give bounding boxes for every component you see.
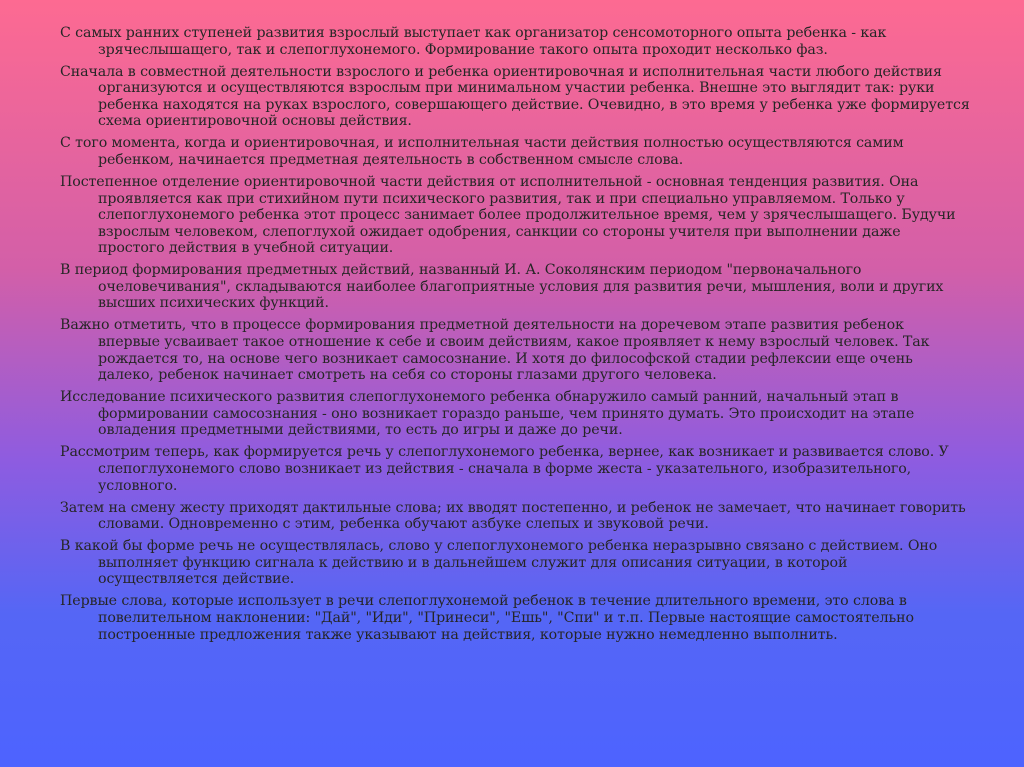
paragraph-5: В период формирования предметных действий, названный И. А. Соколянским периодом "первоначального очеловечивания", складываются наиболее благоприятные условия для развития речи, мышления, воли и других высших психических функций. (60, 262, 944, 312)
paragraph-11: Первые слова, которые использует в речи слепоглухонемой ребенок в течение длительного времени, это слова в повелительном наклонении: "Дай", "Иди", "Принеси", "Ешь", "Спи" и т.п. Первые настоящие самостоятельно построенные предложения также указывают на действия, которые нужно немедленно выполнить. (60, 593, 914, 643)
paragraph-9: Затем на смену жесту приходят дактильные слова; их вводят постепенно, и ребенок не замечает, что начинает говорить словами. Одновременно с этим, ребенка обучают азбуке слепых и звуковой речи. (60, 499, 966, 533)
paragraph-7: Исследование психического развития слепоглухонемого ребенка обнаружило самый ранний, начальный этап в формировании самосознания - оно возникает гораздо раньше, чем принято думать. Это происходит на этапе овладения предметными действиями, то есть до игры и даже до речи. (60, 389, 915, 439)
paragraph-6: Важно отметить, что в процессе формирования предметной деятельности на доречевом этапе развития ребенок впервые усваивает такое отношение к себе и своим действиям, какое проявляет к нему взрослый человек. Так рождается то, на основе чего возникает самосознание. И хотя до философской стадии рефлексии еще очень далеко, ребенок начинает смотреть на себя со стороны глазами другого человека. (60, 317, 930, 384)
paragraph-4: Постепенное отделение ориентировочной части действия от исполнительной - основная тенденция развития. Она проявляется как при стихийном пути психического развития, так и при специально управляемом. Только у слепоглухонемого ребенка этот процесс занимает более продолжительное время, чем у зрячеслышащего. Будучи взрослым человеком, слепоглухой ожидает одобрения, санкции со стороны учителя при выполнении даже простого действия в учебной ситуации. (60, 173, 956, 257)
paragraph-3: С того момента, когда и ориентировочная, и исполнительная части действия полностью осуществляются самим ребенком, начинается предметная деятельность в собственном смысле слова. (60, 135, 904, 168)
paragraph-2: Сначала в совместной деятельности взрослого и ребенка ориентировочная и исполнительная части любого действия организуются и осуществляются взрослым при минимальном участии ребенка. Внешне это выглядит так: руки ребенка находятся на руках взрослого, совершающего действие. Очевидно, в это время у ребенка уже формируется схема ориентировочной основы действия. (60, 63, 970, 130)
slide-body-text (60, 25, 970, 648)
paragraph-8: Рассмотрим теперь, как формируется речь у слепоглухонемого ребенка, вернее, как возникает и развивается слово. У слепоглухонемого слово возникает из действия - сначала в форме жеста - указательного, изобразительного, условного. (60, 444, 949, 494)
paragraph-10: В какой бы форме речь не осуществлялась, слово у слепоглухонемого ребенка неразрывно связано с действием. Оно выполняет функцию сигнала к действию и в дальнейшем служит для описания ситуации, в которой осуществляется действие. (60, 538, 938, 588)
paragraph-1: С самых ранних ступеней развития взрослый выступает как организатор сенсомоторного опыта ребенка - как зрячеслышащего, так и слепоглухонемого. Формирование такого опыта проходит несколько фаз. (60, 25, 887, 58)
